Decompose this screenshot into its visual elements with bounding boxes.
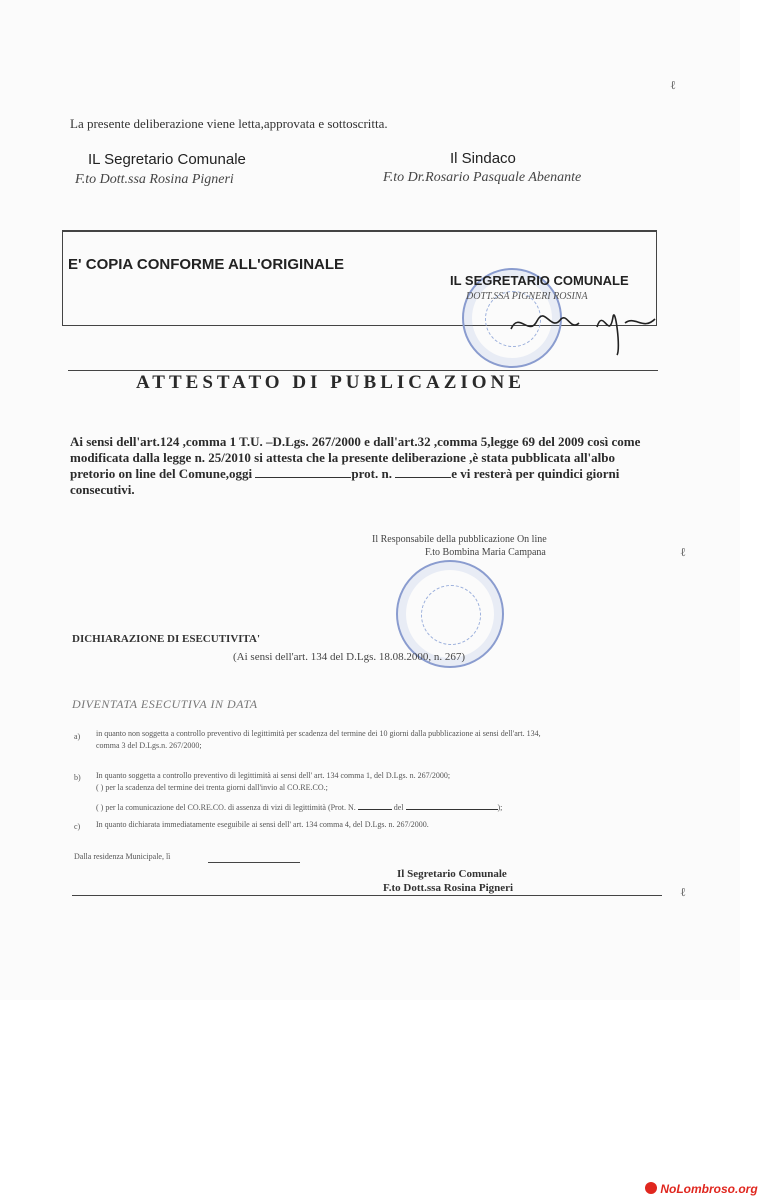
intro-text: La presente deliberazione viene letta,approvata e sottoscritta.	[70, 116, 388, 131]
title-rule	[68, 370, 658, 371]
date-blank-b	[406, 801, 498, 810]
segretario-title: IL Segretario Comunale	[88, 151, 246, 168]
segretario-name: F.to Dott.ssa Rosina Pigneri	[75, 172, 234, 187]
item-b-text-1: In quanto soggetta a controllo preventivo di legittimità ai sensi dell' art. 134 comma 1, del D.Lgs. n. 267/2000;	[96, 771, 451, 780]
prot-blank	[395, 466, 451, 478]
sindaco-name: F.to Dr.Rosario Pasquale Abenante	[383, 170, 582, 185]
item-b-text-2: ( ) per la scadenza del termine dei trenta giorni dall'invio al CO.RE.CO.;	[96, 783, 328, 792]
item-a-label: a)	[74, 732, 81, 741]
residenza-blank	[208, 862, 300, 863]
esecutivita-reference: (Ai sensi dell'art. 134 del D.Lgs. 18.08.2000, n. 267)	[233, 651, 466, 663]
final-segretario-name: F.to Dott.ssa Rosina Pigneri	[383, 882, 514, 894]
item-b-label: b)	[74, 773, 81, 782]
copia-signer-title: IL SEGRETARIO COMUNALE	[450, 273, 629, 288]
margin-mark: ℓ	[670, 78, 676, 92]
watermark-logo: NoLombroso.org	[645, 1182, 758, 1196]
copia-signer-name: DOTT.SSA PIGNERI ROSINA	[466, 291, 588, 302]
residenza-text: Dalla residenza Municipale, lì	[74, 852, 171, 861]
responsabile-name: F.to Bombina Maria Campana	[425, 547, 546, 558]
prot-blank-b	[358, 801, 392, 810]
esecutivita-heading: DICHIARAZIONE DI ESECUTIVITA'	[72, 633, 261, 645]
diventata-esecutiva: DIVENTATA ESECUTIVA IN DATA	[72, 697, 258, 711]
item-a-text-1: in quanto non soggetta a controllo preventivo di legittimità per scadenza del termine dei 10 giorni dalla pubblicazione ai sensi dell'art. 134,	[96, 729, 541, 738]
final-segretario-title: Il Segretario Comunale	[397, 868, 507, 880]
margin-mark: ℓ	[680, 545, 686, 559]
item-b-text-3: ( ) per la comunicazione del CO.RE.CO. di assenza di vizi di legittimità (Prot. N. del );	[96, 803, 503, 812]
copia-heading: E' COPIA CONFORME ALL'ORIGINALE	[68, 256, 345, 273]
item-c-label: c)	[74, 822, 81, 831]
attestato-paragraph: Ai sensi dell'art.124 ,comma 1 T.U. –D.Lgs. 267/2000 e dall'art.32 ,comma 5,legge 69 del 2009 così come modificata dalla legge n. 25/2010 si attesta che la presente deliberazione ,è stata pubblicata all'albo pretorio on line del Comune,oggi prot. n. e vi resterà per quindici giorni consecutivi.	[70, 434, 641, 497]
margin-mark: ℓ	[680, 885, 686, 899]
date-blank	[255, 466, 351, 478]
item-a-text-2: comma 3 del D.Lgs.n. 267/2000;	[96, 741, 202, 750]
box-left-border	[62, 230, 63, 326]
handwritten-signature	[505, 297, 665, 357]
responsabile-title: Il Responsabile della pubblicazione On line	[372, 534, 547, 545]
watermark-icon	[645, 1182, 657, 1194]
item-c-text: In quanto dichiarata immediatamente eseguibile ai sensi dell' art. 134 comma 4, del D.Lgs. n. 267/2000.	[96, 820, 429, 829]
attestato-title: ATTESTATO DI PUBLICAZIONE	[136, 372, 525, 393]
bottom-rule	[72, 895, 662, 896]
box-top-border	[62, 230, 657, 232]
sindaco-title: Il Sindaco	[450, 150, 516, 167]
